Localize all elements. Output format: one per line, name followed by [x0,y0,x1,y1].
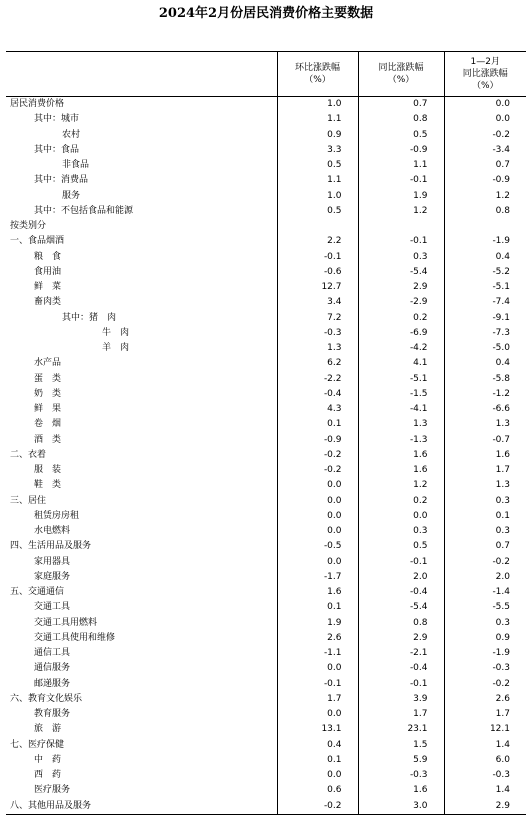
row-label: 其中：城市 [6,112,277,127]
table-row [6,128,526,143]
value-mom: -0.1 [277,250,358,265]
row-label: 其中：猪 肉 [6,311,277,326]
row-label: 租赁房房租 [6,509,277,524]
table-row [6,341,526,356]
value-yoy: -5.4 [358,265,444,280]
row-label: 通信工具 [6,646,277,661]
value-mom: -0.2 [277,799,358,815]
value-yoy: 4.1 [358,356,444,371]
row-label: 二、衣着 [6,448,277,463]
value-yoy: -1.3 [358,433,444,448]
table-row [6,600,526,615]
value-yoy: 0.5 [358,128,444,143]
value-ytd-yoy: -0.3 [492,663,510,674]
value-mom: -0.4 [277,387,358,402]
row-label: 一、食品烟酒 [6,234,277,249]
value-ytd-yoy: -3.4 [492,144,510,155]
value-ytd-yoy: 1.4 [495,739,510,750]
table-row [6,524,526,539]
row-label: 家用器具 [6,555,277,570]
value-yoy: -0.1 [358,234,444,249]
table-row [6,219,526,234]
value-mom: -0.9 [277,433,358,448]
row-label: 农村 [6,128,277,143]
table-row [6,402,526,417]
value-ytd-yoy: 1.4 [495,785,510,796]
value-yoy: 0.7 [358,97,444,113]
table-row [6,783,526,798]
value-yoy: 0.8 [358,112,444,127]
value-mom: 0.0 [277,524,358,539]
value-yoy: -0.4 [358,585,444,600]
value-ytd-yoy: 6.0 [495,754,510,765]
value-yoy: 1.6 [358,448,444,463]
row-label: 三、居住 [6,494,277,509]
value-mom: 4.3 [277,402,358,417]
row-label: 卷 烟 [6,417,277,432]
value-yoy: 1.2 [358,204,444,219]
value-ytd-yoy: 1.2 [495,190,510,201]
table-row [6,250,526,265]
table-row [6,143,526,158]
row-label: 旅 游 [6,722,277,737]
value-yoy: 1.6 [358,783,444,798]
row-label: 鞋 类 [6,478,277,493]
value-yoy [358,219,444,234]
row-label: 奶 类 [6,387,277,402]
value-mom: 0.1 [277,417,358,432]
table-row [6,204,526,219]
value-ytd-yoy: -5.8 [492,373,510,384]
row-label: 粮 食 [6,250,277,265]
value-yoy: 1.6 [358,463,444,478]
table-row [6,631,526,646]
table-row [6,539,526,554]
row-label: 通信服务 [6,661,277,676]
value-ytd-yoy: 0.7 [495,160,510,171]
value-ytd-yoy: -5.1 [492,282,510,293]
table-row [6,417,526,432]
value-ytd-yoy: -1.9 [492,648,510,659]
value-ytd-yoy: 0.9 [495,632,510,643]
table-row [6,158,526,173]
table-body [6,97,526,815]
value-yoy: -4.2 [358,341,444,356]
value-mom: 0.0 [277,494,358,509]
value-yoy: 2.9 [358,631,444,646]
value-ytd-yoy: 2.0 [495,571,510,582]
table-row [6,372,526,387]
table-row [6,280,526,295]
value-ytd-yoy: -7.4 [492,297,510,308]
value-mom: 3.3 [277,143,358,158]
table-row [6,661,526,676]
value-yoy: 1.2 [358,478,444,493]
row-label: 其中：食品 [6,143,277,158]
value-mom: 7.2 [277,311,358,326]
value-yoy: -2.1 [358,646,444,661]
table-row [6,646,526,661]
header-yoy: 同比涨跌幅 （%） [358,52,444,97]
value-yoy: 0.2 [358,311,444,326]
value-yoy: 0.3 [358,250,444,265]
table-row [6,738,526,753]
value-yoy: -1.5 [358,387,444,402]
row-label: 其中：不包括食品和能源 [6,204,277,219]
value-mom: -1.1 [277,646,358,661]
value-mom: 3.4 [277,295,358,310]
value-yoy: -0.4 [358,661,444,676]
table-row [6,311,526,326]
row-label: 交通工具用燃料 [6,616,277,631]
row-label: 居民消费价格 [6,97,277,113]
value-yoy: 0.8 [358,616,444,631]
value-mom: 1.0 [277,189,358,204]
value-ytd-yoy: -6.6 [492,404,510,415]
value-yoy: 0.2 [358,494,444,509]
row-label: 中 药 [6,753,277,768]
table-row [6,616,526,631]
value-yoy: -0.3 [358,768,444,783]
row-label: 非食品 [6,158,277,173]
value-mom: 12.7 [277,280,358,295]
value-ytd-yoy: 0.0 [495,99,510,110]
value-mom: 0.0 [277,661,358,676]
value-ytd-yoy: -1.4 [492,587,510,598]
row-label: 交通工具 [6,600,277,615]
cpi-table [6,51,526,815]
row-label: 羊 肉 [6,341,277,356]
value-mom: -0.5 [277,539,358,554]
page-title: 2024年2月份居民消费价格主要数据 [158,6,374,21]
table-row [6,448,526,463]
value-yoy: -6.9 [358,326,444,341]
row-label: 其中：消费品 [6,173,277,188]
value-ytd-yoy: 1.3 [495,480,510,491]
row-label: 按类别分 [6,219,277,234]
table-header-row [6,52,526,97]
value-mom: -0.3 [277,326,358,341]
table-row [6,585,526,600]
value-ytd-yoy: 0.8 [495,205,510,216]
value-yoy: -2.9 [358,295,444,310]
header-mom: 环比涨跌幅 （%） [277,52,358,97]
value-yoy: 3.0 [358,799,444,815]
value-ytd-yoy: -0.2 [492,129,510,140]
row-label: 西 药 [6,768,277,783]
value-mom: 0.0 [277,478,358,493]
row-label: 服务 [6,189,277,204]
value-ytd-yoy: 1.6 [495,449,510,460]
value-mom: 0.4 [277,738,358,753]
value-yoy: 0.5 [358,539,444,554]
value-ytd-yoy: -0.2 [492,678,510,689]
row-label: 畜肉类 [6,295,277,310]
value-ytd-yoy: 0.7 [495,541,510,552]
table-row [6,494,526,509]
value-yoy: 3.9 [358,692,444,707]
value-mom: 1.0 [277,97,358,113]
table-row [6,189,526,204]
row-label: 六、教育文化娱乐 [6,692,277,707]
value-mom: 1.6 [277,585,358,600]
value-ytd-yoy: -9.1 [492,312,510,323]
value-mom [277,219,358,234]
row-label: 八、其他用品及服务 [6,799,277,815]
value-ytd-yoy: -0.9 [492,175,510,186]
value-mom: -0.2 [277,448,358,463]
value-ytd-yoy: 2.9 [444,799,526,815]
row-label: 七、医疗保健 [6,738,277,753]
value-yoy: 0.3 [358,524,444,539]
value-yoy: -0.1 [358,555,444,570]
table-row [6,173,526,188]
table-row [6,356,526,371]
header-ytd-yoy: 1—2月 同比涨跌幅 （%） [444,52,526,97]
value-ytd-yoy: -7.3 [492,327,510,338]
value-mom: 0.6 [277,783,358,798]
value-mom: 0.1 [277,753,358,768]
value-ytd-yoy: 0.4 [495,251,510,262]
value-mom: -1.7 [277,570,358,585]
value-mom: -0.6 [277,265,358,280]
table-row [6,265,526,280]
table-row [6,295,526,310]
row-label: 鲜 菜 [6,280,277,295]
value-ytd-yoy: -1.2 [492,388,510,399]
value-mom: 0.0 [277,768,358,783]
value-mom: 0.0 [277,555,358,570]
table-row [6,753,526,768]
row-label: 服 装 [6,463,277,478]
value-yoy: -0.1 [358,173,444,188]
value-mom: 0.5 [277,204,358,219]
table-row [6,112,526,127]
row-label: 家庭服务 [6,570,277,585]
value-yoy: -0.1 [358,677,444,692]
value-ytd-yoy: 0.1 [495,510,510,521]
value-yoy: 2.9 [358,280,444,295]
table-row [6,799,526,815]
value-yoy: -5.1 [358,372,444,387]
value-mom: -2.2 [277,372,358,387]
value-mom: 6.2 [277,356,358,371]
table-row [6,570,526,585]
row-label: 邮递服务 [6,677,277,692]
value-mom: 0.1 [277,600,358,615]
value-mom: 0.5 [277,158,358,173]
value-yoy: 1.5 [358,738,444,753]
value-mom: 2.6 [277,631,358,646]
value-mom: 1.1 [277,173,358,188]
table-row [6,768,526,783]
value-ytd-yoy: 1.7 [495,465,510,476]
value-ytd-yoy: -5.5 [492,602,510,613]
value-yoy: 1.7 [358,707,444,722]
value-yoy: 1.3 [358,417,444,432]
value-mom: 1.7 [277,692,358,707]
row-label: 水电燃料 [6,524,277,539]
table-row [6,478,526,493]
table-row [6,509,526,524]
table-row [6,555,526,570]
row-label: 教育服务 [6,707,277,722]
row-label: 四、生活用品及服务 [6,539,277,554]
header-label-cell [6,52,277,97]
row-label: 五、交通通信 [6,585,277,600]
value-mom: 1.3 [277,341,358,356]
value-yoy: -4.1 [358,402,444,417]
value-mom: 0.0 [277,509,358,524]
value-ytd-yoy: 0.3 [495,617,510,628]
table-row [6,433,526,448]
table-row [6,463,526,478]
value-ytd-yoy: 1.7 [495,709,510,720]
row-label: 医疗服务 [6,783,277,798]
table-row [6,97,526,113]
value-mom: 1.1 [277,112,358,127]
row-label: 水产品 [6,356,277,371]
value-ytd-yoy: -1.9 [492,236,510,247]
value-ytd-yoy: 0.0 [495,114,510,125]
value-yoy: 5.9 [358,753,444,768]
value-ytd-yoy: 0.3 [495,495,510,506]
value-mom: -0.2 [277,463,358,478]
value-yoy: 23.1 [358,722,444,737]
value-yoy: -0.9 [358,143,444,158]
value-yoy: 1.1 [358,158,444,173]
table-row [6,326,526,341]
row-label: 牛 肉 [6,326,277,341]
table-row [6,387,526,402]
value-ytd-yoy [444,219,526,234]
table-row [6,722,526,737]
table-row [6,707,526,722]
table-row [6,692,526,707]
value-ytd-yoy: -0.7 [492,434,510,445]
value-yoy: -5.4 [358,600,444,615]
table-row [6,234,526,249]
row-label: 交通工具使用和维修 [6,631,277,646]
value-ytd-yoy: 1.3 [495,419,510,430]
value-ytd-yoy: -5.0 [492,343,510,354]
value-ytd-yoy: 2.6 [495,693,510,704]
value-ytd-yoy: 0.3 [495,526,510,537]
value-mom: 13.1 [277,722,358,737]
value-mom: 0.0 [277,707,358,722]
value-mom: -0.1 [277,677,358,692]
value-yoy: 1.9 [358,189,444,204]
value-ytd-yoy: 12.1 [489,724,510,735]
value-yoy: 2.0 [358,570,444,585]
row-label: 食用油 [6,265,277,280]
row-label: 蛋 类 [6,372,277,387]
row-label: 鲜 果 [6,402,277,417]
value-ytd-yoy: -0.3 [492,770,510,781]
row-label: 酒 类 [6,433,277,448]
table-row [6,677,526,692]
value-mom: 2.2 [277,234,358,249]
value-yoy: 0.0 [358,509,444,524]
value-ytd-yoy: 0.4 [495,358,510,369]
value-ytd-yoy: -5.2 [492,266,510,277]
value-mom: 1.9 [277,616,358,631]
value-ytd-yoy: -0.2 [492,556,510,567]
value-mom: 0.9 [277,128,358,143]
